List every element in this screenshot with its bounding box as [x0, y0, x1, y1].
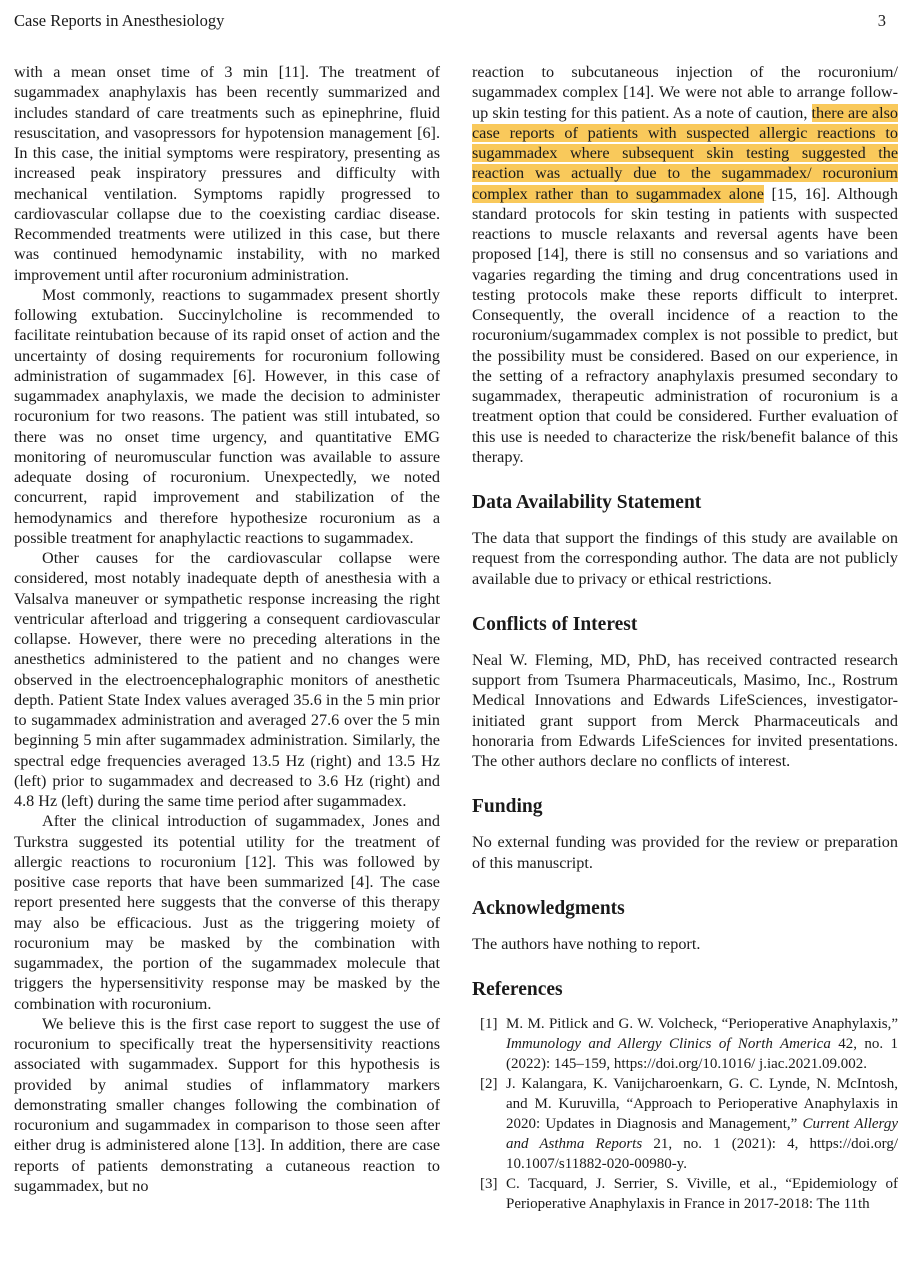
section-body-acknowledgments: The authors have nothing to report. [472, 934, 701, 953]
paragraph: with a mean onset time of 3 min [11]. The treatment of sugammadex anaphylaxis has been recently summarized and includes standard of care treatments such as epinephrine, fluid resuscitation, and vasopressors for hypotension management [6]. In this case, the initial symptoms were respiratory, presenting as increased peak inspiratory pressures and difficulty with mechanical ventilation. Symptoms rapidly progressed to cardiovascular collapse due to the coexisting cardiac disease. Recommended treatments were utilized in this case, but there was continued hemodynamic instability, with no marked improvement until after rocuronium administration. [14, 63, 440, 284]
continued-paragraph [472, 62, 898, 467]
highlighted-text[interactable]: there are also case reports of patients with suspected allergic reactions to sugammadex where subsequent skin testing suggested the reaction was actually due to the sugammadex/ rocuronium complex rather than to sugammadex alone [472, 103, 898, 203]
section-heading-data-availability: Data Availability Statement [472, 492, 702, 513]
section-heading-funding: Funding [472, 796, 543, 818]
reference-journal: Immunology and Allergy Clinics of North America [506, 1035, 831, 1052]
section-body-conflicts: Neal W. Fleming, MD, PhD, has received contracted research support from Tsumera Pharmaceuticals, Masimo, Inc., Rostrum Medical Innovations and Edwards LifeSciences, investigator-initiated grant support from Merck Pharmaceuticals and honoraria from Edwards LifeSciences for invited presentations. The other authors declare no conflicts of interest. [472, 650, 898, 770]
section-heading-references: References [472, 979, 563, 1000]
reference-text: M. M. Pitlick and G. W. Volcheck, “Perioperative Anaphylaxis,” [506, 1016, 898, 1032]
reference-item [472, 1075, 898, 1174]
reference-text: J. Kalangara, K. Vanijcharoenkarn, G. C. Lynde, N. McIntosh, and M. Kuruvilla, “Approach to Perioperative Anaphylaxis in 2020: Updates in Diagnosis and Management,” [506, 1076, 898, 1132]
section-heading-acknowledgments: Acknowledgments [472, 897, 625, 919]
reference-text: C. Tacquard, J. Serrier, S. Viville, et al., “Epidemiology of Perioperative Anaphylaxis in France in 2017-2018: The 11th [506, 1176, 898, 1213]
section-heading-conflicts: Conflicts of Interest [472, 613, 638, 635]
text-run: reaction to subcutaneous injection of the rocuronium/ sugammadex complex [14]. We were not able to arrange follow-up skin testing for this patient. As a note of caution, [472, 63, 898, 122]
reference-number: [2] [480, 1076, 498, 1093]
paragraph: After the clinical introduction of sugammadex, Jones and Turkstra suggested its potential utility for the treatment of allergic reactions to rocuronium [12]. This was followed by positive case reports that have been summarized [4]. The case report presented here suggests that the converse of this therapy may also be efficacious. Just as the triggering moiety of rocuronium may be masked by the combination with sugammadex, the portion of the sugammadex molecule that triggers the hypersensitivity response may be masked by the combination with rocuronium. [14, 812, 440, 1013]
reference-list [472, 1015, 898, 1215]
journal-title: Case Reports in Anesthesiology [14, 11, 225, 30]
reference-number: [3] [480, 1176, 498, 1193]
reference-details[interactable]: 21, no. 1 (2021): 4, https://doi.org/ 10.1007/s11882-020-00980-y. [506, 1135, 898, 1172]
reference-number: [1] [480, 1016, 498, 1032]
reference-journal: Current Allergy and Asthma Reports [506, 1115, 898, 1152]
paragraph: Other causes for the cardiovascular collapse were considered, most notably inadequate depth of anesthesia with a Valsalva maneuver or sympathetic response increasing the right ventricular afterload and triggering a consequent cardiovascular collapse. However, there were no preceding alterations in the anesthetics administered to the patient and no changes were observed in the electroencephalographic monitors of anesthetic depth. Patient State Index values averaged 35.6 in the 5 min prior to sugammadex administration and averaged 27.6 over the 5 min beginning 5 min after sugammadex administration. Similarly, the spectral edge frequencies averaged 13.5 Hz (right) and 13.5 Hz (left) prior to sugammadex and decreased to 3.6 Hz (right) and 4.8 Hz (left) during the same time period after sugammadex. [14, 549, 440, 810]
reference-item [472, 1015, 898, 1074]
paragraph: We believe this is the first case report to suggest the use of rocuronium to specifically treat the hypersensitivity reactions associated with sugammadex. Support for this hypothesis is provided by animal studies of inflammatory markers demonstrating smaller changes following the combination of rocuronium and sugammadex in comparison to those seen after either drug is administered alone [13]. In addition, there are case reports of patients demonstrating a cutaneous reaction to sugammadex, but no [14, 1014, 440, 1195]
page-number: 3 [877, 11, 886, 30]
section-body-funding: No external funding was provided for the review or preparation of this manuscript. [472, 833, 898, 872]
reference-item [472, 1175, 898, 1215]
paragraph: Most commonly, reactions to sugammadex present shortly following extubation. Succinylcholine is recommended to facilitate reintubation because of its rapid onset of action and the uncertainty of dosing requirements for rocuronium following administration of sugammadex [6]. However, in this case of sugammadex anaphylaxis, we made the decision to administer rocuronium for two reasons. The patient was still intubated, so there was no onset time urgency, and quantitative EMG monitoring of neuromuscular function was available to assure adequate dosing of rocuronium. Unexpectedly, we noted concurrent, rapid improvement and stabilization of the hemodynamics and therefore hypothesize rocuronium as a possible treatment for anaphylactic reactions to sugammadex. [14, 285, 440, 547]
reference-details[interactable]: 42, no. 1 (2022): 145–159, https://doi.org/10.1016/ j.iac.2021.09.002. [506, 1035, 898, 1072]
section-body-data-availability: The data that support the findings of this study are available on request from the corresponding author. The data are not publicly available due to privacy or ethical restrictions. [472, 529, 898, 588]
text-run: [15, 16]. Although standard protocols for skin testing in patients with suspected reactions to muscle relaxants and reversal agents have been proposed [14], there is still no consensus and so variations and vagaries regarding the timing and drug concentrations used in testing protocols make these reports difficult to interpret. Consequently, the overall incidence of a reaction to the rocuronium/sugammadex complex is not possible to predict, but the possibility must be considered. Based on our experience, in the setting of a refractory anaphylaxis presumed secondary to sugammadex, therapeutic administration of rocuronium is a treatment option that could be considered. Further evaluation of this use is needed to characterize the risk/benefit balance of this therapy. [472, 184, 898, 466]
left-column [14, 62, 440, 1196]
right-column [472, 62, 898, 1216]
